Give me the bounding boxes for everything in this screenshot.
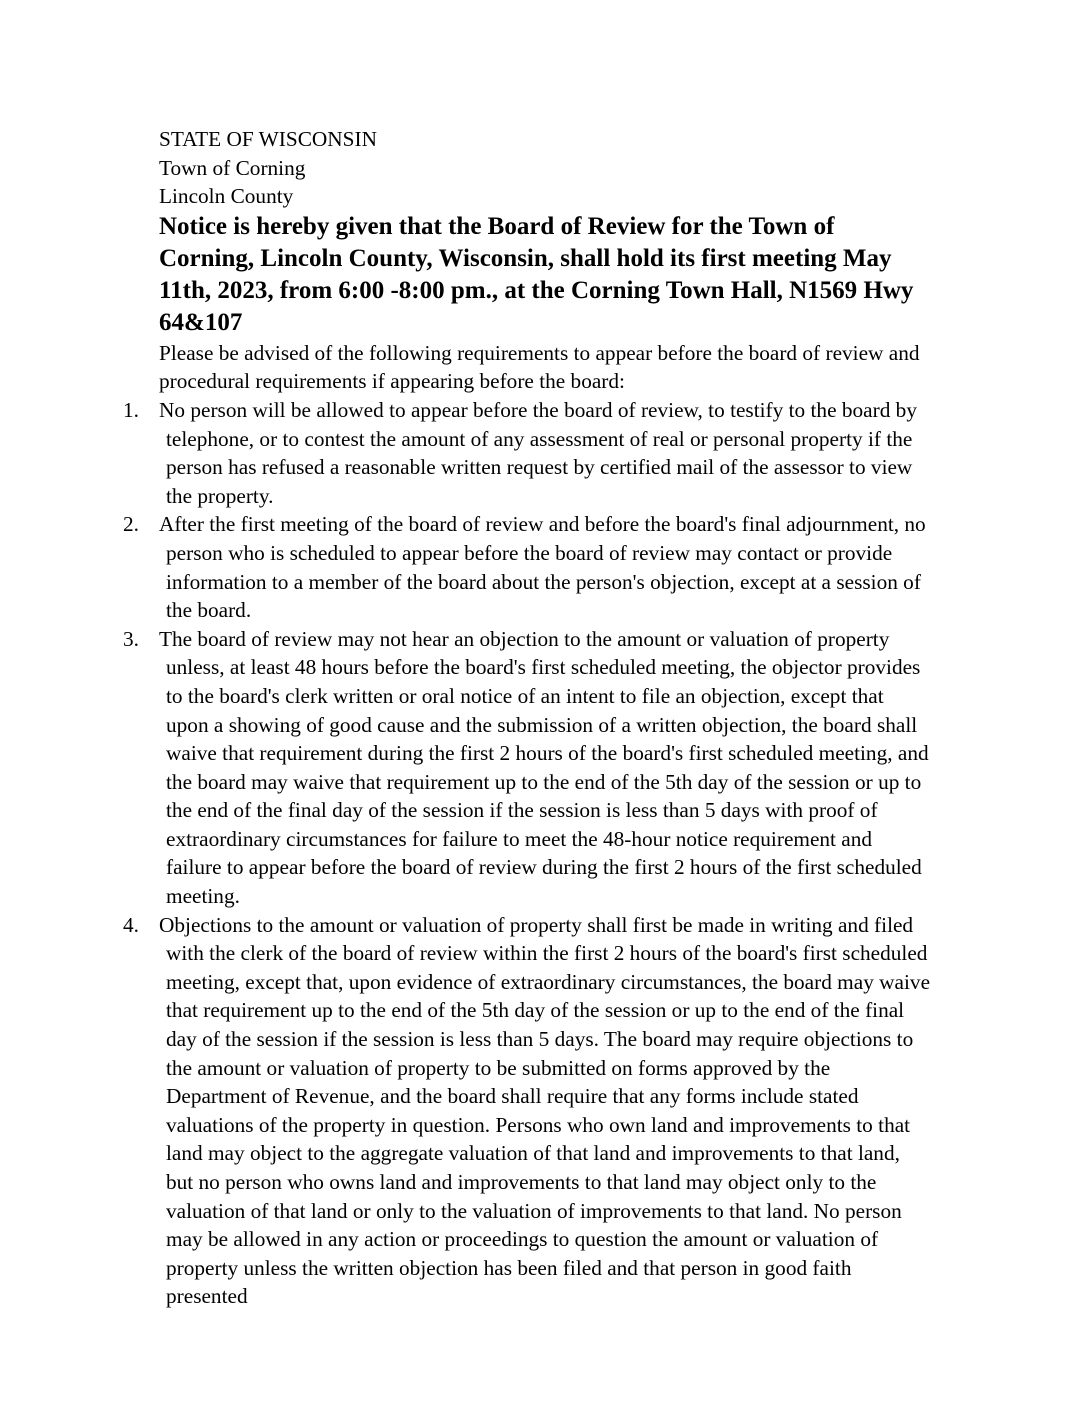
list-item-number: 1. [123,397,139,422]
list-item-text: The board of review may not hear an objection to the amount or valuation of property unless, at least 48 hours before the board's first scheduled meeting, the objector provides to the board's clerk written or oral notice of an intent to file an objection, except that upon a showing of good cause and the submission of a written objection, the board shall waive that requirement during the first 2 hours of the board's first scheduled meeting, and the board may waive that requirement up to the end of the 5th day of the session or up to the end of the final day of the session if the session is less than 5 days with proof of extraordinary circumstances for failure to meet the 48-hour notice requirement and failure to appear before the board of review during the first 2 hours of the first scheduled meeting. [159,626,929,909]
list-item-number: 2. [123,512,139,537]
list-item-text: No person will be allowed to appear before the board of review, to testify to the board by telephone, or to contest the amount of any assessment of real or personal property if the person has refused a reasonable written request by certified mail of the assessor to view the property. [159,397,917,508]
list-item [123,396,930,510]
state-header-line: STATE OF WISCONSIN [159,127,377,151]
requirements-list [123,396,930,1311]
list-item [123,510,930,624]
list-item-number: 4. [123,912,139,937]
list-item [123,911,930,1311]
list-item-number: 3. [123,626,139,651]
notice-heading: Notice is hereby given that the Board of Review for the Town of Corning, Lincoln County, Wisconsin, shall hold its first meeting May 11th, 2023, from 6:00 -8:00 pm., at the Corning Town Hall, N1569 Hwy 64&107 [159,212,914,336]
intro-paragraph: Please be advised of the following requirements to appear before the board of review and procedural requirements if appearing before the board: [159,340,920,394]
list-item-text: Objections to the amount or valuation of property shall first be made in writing and filed with the clerk of the board of review within the first 2 hours of the board's first scheduled meeting, except that, upon evidence of extraordinary circumstances, the board may waive that requirement up to the end of the 5th day of the session or up to the end of the final day of the session if the session is less than 5 days. The board may require objections to the amount or valuation of property to be submitted on forms approved by the Department of Revenue, and the board shall require that any forms include stated valuations of the property in question. Persons who own land and improvements to that land may object to the aggregate valuation of that land and improvements to that land, but no person who owns land and improvements to that land may object only to the valuation of that land or only to the valuation of improvements to that land. No person may be allowed in any action or proceedings to question the amount or valuation of property unless the written objection has been filed and that person in good faith presented [159,912,931,1309]
county-header-line: Lincoln County [159,184,294,209]
list-item-text: After the first meeting of the board of review and before the board's final adjournment, no person who is scheduled to appear before the board of review may contact or provide information to a member of the board about the person's objection, except at a session of the board. [159,512,926,623]
list-item [123,625,930,911]
town-header-line: Town of Corning [159,155,306,180]
